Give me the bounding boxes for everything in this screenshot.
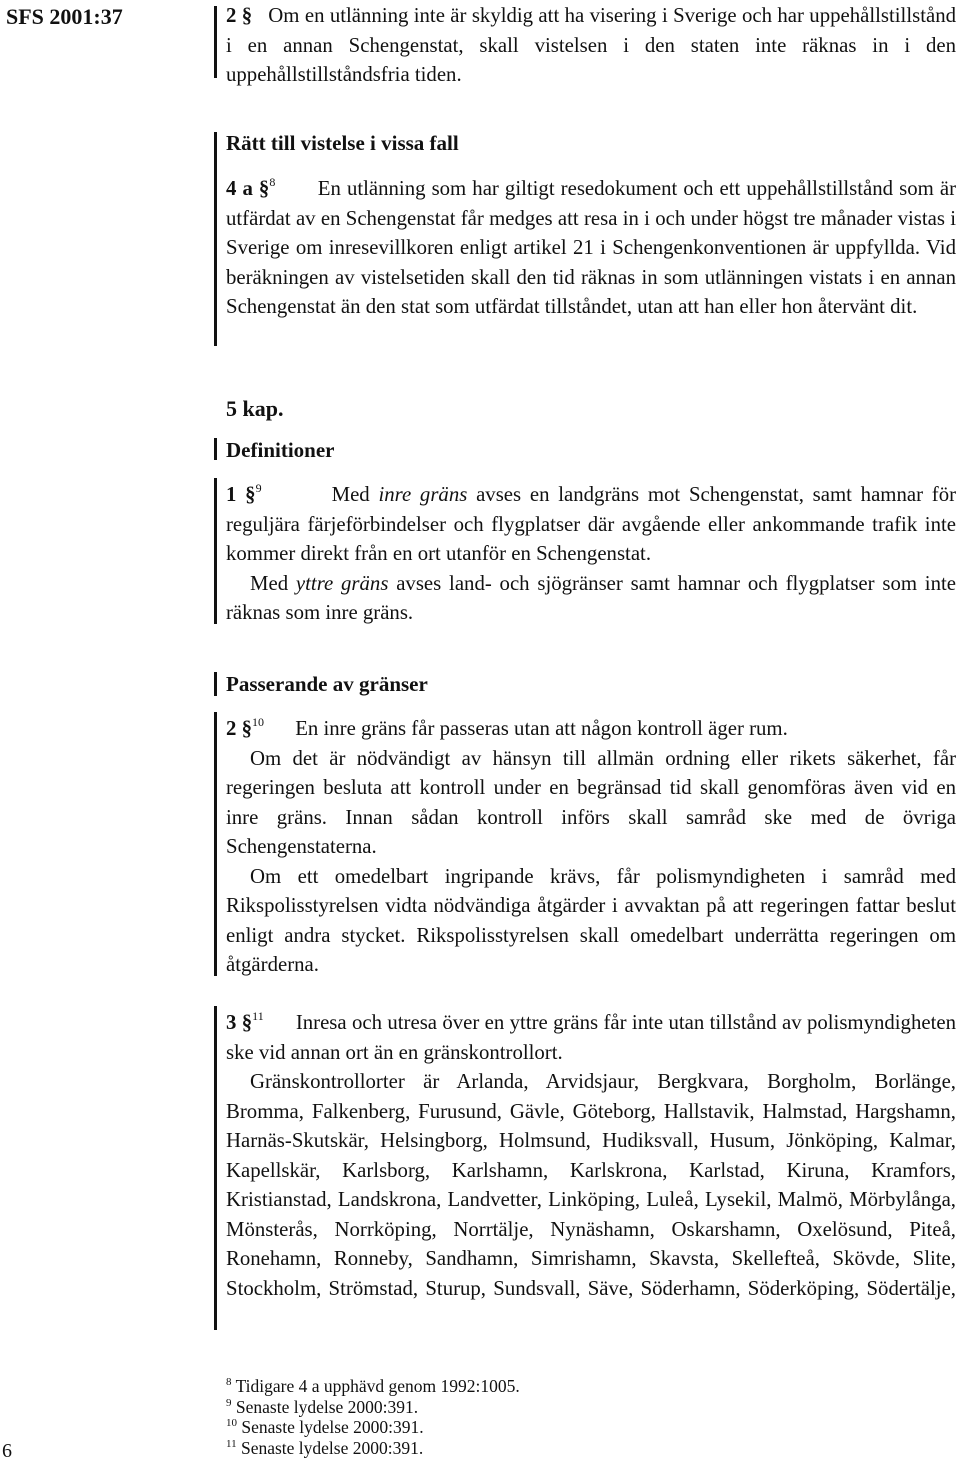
section-text: Gränskontrollorter är Arlanda, Arvidsjaur, Bergkvara, Borgholm, Borlänge, Bromma, Falkenberg, Furusund, Gävle, Göteborg, Hallstavik, Halmstad, Hargshamn, Harnäs-Skutskär, Helsingborg, Holmsund, Hudiksvall, Husum, Jönköping, Kalmar, Kapellskär, Karlsborg, Karlshamn, Karlskrona, Karlstad, Kiruna, Kramfors, Kristianstad, Landskrona, Landvetter, Linköping, Luleå, Lysekil, Malmö, Mörbylånga, Mönsterås, Norrköping, Norrtälje, Nynäshamn, Oskarshamn, Oxelösund, Piteå, Ronehamn, Ronneby, Sandhamn, Simrishamn, Skavsta, Skellefteå, Skövde, Slite, Stockholm, Strömstad, Sturup, Sundsvall, Säve, Söderhamn, Söderköping, Södertälje, [226, 1070, 956, 1300]
section-2-pass [226, 714, 956, 980]
change-bar [214, 1006, 217, 1330]
change-bar [214, 672, 217, 696]
footnote-number: 10 [226, 1417, 237, 1429]
footnote-number: 9 [226, 1396, 232, 1409]
section-3 [226, 1008, 956, 1303]
footnote [226, 1376, 520, 1397]
footnote-text: Senaste lydelse 2000:391. [235, 1396, 419, 1417]
footnote-ref: 11 [252, 1009, 264, 1023]
footnote [226, 1438, 520, 1459]
change-bar [214, 712, 217, 976]
section-text: avses en landgräns mot Schengenstat, samt hamnar för reguljära färjeförbindelser och flygplatser där avgående eller ankommande trafik inte kommer direkt från en ort utanför en Schengenstat. [226, 483, 957, 565]
section-text: Inresa och utresa över en yttre gräns får inte utan tillstånd av polismyndigheten ske vid annan ort än en gränskontrollort. [226, 1011, 956, 1064]
section-text: En inre gräns får passeras utan att någon kontroll äger rum. [295, 717, 788, 740]
section-text: Om en utlänning inte är skyldig att ha visering i Sverige och har uppehållstillstånd i en annan Schengenstat, skall vistelsen i den staten inte räknas in i den uppehållstillståndsfria tiden. [226, 4, 957, 86]
change-bar [214, 6, 217, 78]
section-heading: Rätt till vistelse i vissa fall [226, 131, 459, 155]
section-heading: Definitioner [226, 438, 335, 462]
section-heading: Passerande av gränser [226, 672, 428, 696]
section-number: 4 a § [226, 177, 270, 200]
footnote-number: 11 [226, 1437, 237, 1450]
change-bar [214, 478, 217, 624]
section-number: 3 § [226, 1011, 253, 1034]
section-1 [226, 480, 956, 628]
term: yttre gräns [295, 571, 389, 595]
chapter-heading: 5 kap. [226, 396, 284, 421]
footnote-ref: 9 [255, 481, 262, 495]
sfs-number: SFS 2001:37 [6, 4, 123, 29]
section-text: En utlänning som har giltigt resedokument och ett uppehållstillstånd som är utfärdat av en Schengenstat får medges att resa in i och under högst tre månader vistas i Sverige om inresevillkoren enligt artikel 21 i Schengenkonventionen är uppfyllda. Vid beräkningen av vistelsetiden skall den tid räknas in som utlänningen vistats i en annan Schengenstat än den stat som utfärdat tillståndet, utan att han eller hon återvänt dit. [226, 177, 956, 318]
section-text: Med [331, 483, 379, 506]
footnote-ref: 10 [252, 715, 264, 729]
section-text: Om det är nödvändigt av hänsyn till allmän ordning eller rikets säkerhet, får regeringen besluta att kontroll under en begränsad tid skall genomföras även vid en inre gräns. Innan sådan kontroll införs skall samråd ske med de övriga Schengenstaterna. [226, 746, 956, 858]
section-number: 2 § [226, 4, 253, 27]
section-text: Om ett omedelbart ingripande krävs, får polismyndigheten i samråd med Rikspolisstyrelsen vidta nödvändiga åtgärder i avvaktan på att regeringen fattar beslut enligt andra stycket. Rikspolisstyrelsen skall omedelbart underrätta regeringen om åtgärderna. [226, 864, 956, 976]
section-text: avses land- och sjögränser samt hamnar och flygplatser som inte räknas som inre gräns. [226, 571, 956, 624]
footnote [226, 1397, 520, 1418]
page-number: 6 [2, 1440, 12, 1462]
footnote-text: Tidigare 4 a upphävd genom 1992:1005. [235, 1376, 520, 1396]
footnote-text: Senaste lydelse 2000:391. [240, 1437, 424, 1458]
section-text: Med [250, 571, 296, 595]
footnote [226, 1417, 520, 1438]
footnote-text: Senaste lydelse 2000:391. [241, 1417, 424, 1437]
change-bar [214, 438, 217, 460]
section-number: 2 § [226, 717, 252, 740]
section-number: 1 § [226, 483, 256, 506]
footnote-number: 8 [226, 1376, 232, 1388]
term: inre gräns [378, 483, 468, 506]
change-bar [214, 132, 217, 346]
section-2 [226, 1, 956, 90]
footnotes [226, 1376, 520, 1458]
section-4a [226, 174, 956, 322]
footnote-ref: 8 [269, 175, 276, 189]
